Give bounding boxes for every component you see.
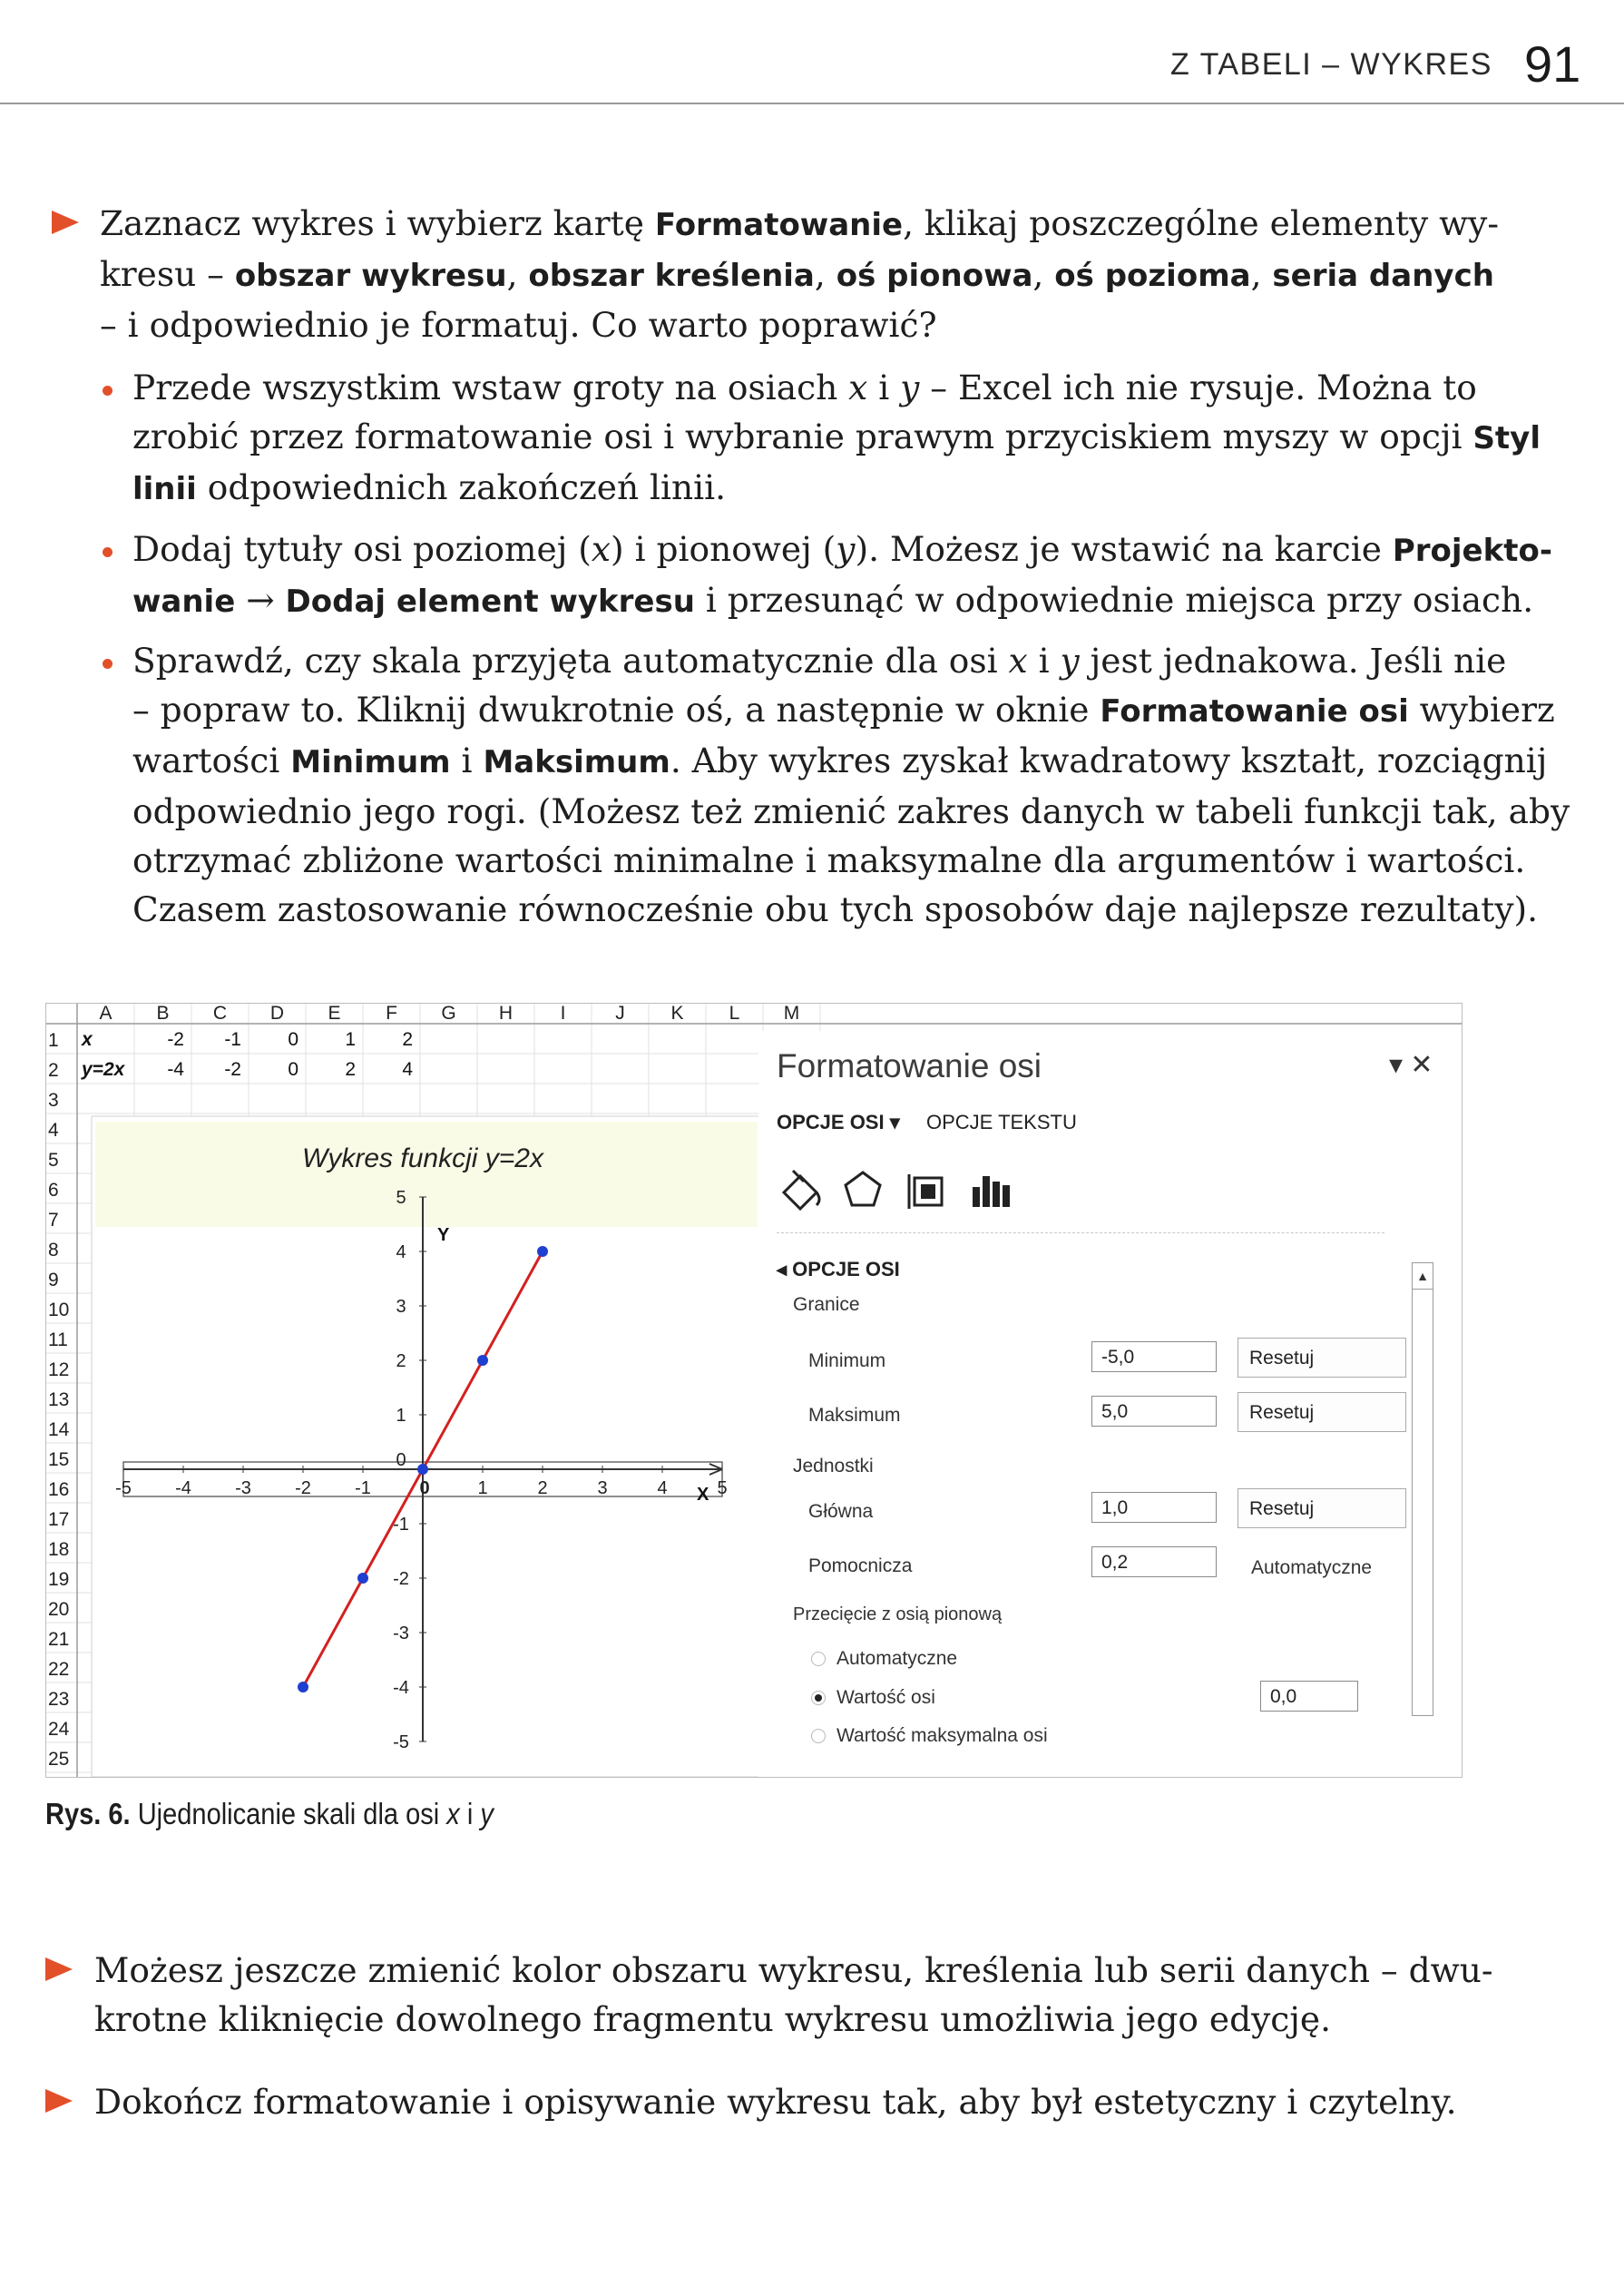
y-tick-label: -2 — [393, 1569, 409, 1589]
cell-value: 0 — [288, 1029, 298, 1050]
row-number: 19 — [48, 1569, 70, 1590]
column-header: J — [615, 1004, 625, 1024]
cell-label: x — [82, 1029, 93, 1050]
arrow-bullet-icon — [45, 1957, 73, 1981]
minor-auto-label: Automatyczne — [1251, 1557, 1373, 1578]
radio-auto-label: Automatyczne — [836, 1648, 958, 1669]
data-point — [417, 1464, 428, 1475]
data-point — [477, 1355, 488, 1366]
bullet-scale: Sprawdź, czy skala przyjęta automatycznie dla osi x i y jest jednakowa. Jeśli nie – popraw to. Kliknij dwukrotnie oś, a następnie w oknie Formatowanie osi wybierz wartości Minimum i Maksimum. Aby wykres zyskał kwadratowy kształt, rozciągnij odpowiednio jego rogi. (Możesz też zmienić zakres danych w tabeli funkcji tak, aby otrzymać zbliżone wartości minimalne i maksymalne dla argumentów i wartości. Czasem zastosowanie równocześnie obu tych sposobów daje najlepsze rezultaty). — [132, 641, 1570, 929]
column-header: M — [783, 1004, 800, 1024]
running-head: Z TABELI – WYKRES — [1170, 47, 1492, 82]
cell-value: -4 — [167, 1059, 184, 1080]
section-axis-options[interactable]: ◂ OPCJE OSI — [777, 1258, 900, 1280]
row-number: 13 — [48, 1389, 70, 1410]
row-number: 15 — [48, 1449, 70, 1470]
bullet-dot-icon — [103, 386, 113, 396]
bullet-dot-icon — [103, 547, 113, 557]
maximum-reset-button[interactable]: Resetuj — [1238, 1392, 1406, 1432]
bullet-axis-titles: Dodaj tytuły osi poziomej (x) i pionowej (y). Możesz je wstawić na karcie Projekto- wanie → Dodaj element wykresu i przesunąć w odpowiednie miejsca przy osiach. — [132, 529, 1552, 620]
y-tick-label: 5 — [396, 1188, 406, 1208]
chart-title: Wykres funkcji y=2x — [302, 1143, 543, 1173]
title-band — [95, 1122, 758, 1227]
radio-max-value-label: Wartość maksymalna osi — [836, 1725, 1048, 1746]
row-number: 23 — [48, 1689, 70, 1710]
row-number: 20 — [48, 1599, 70, 1620]
column-header: D — [269, 1004, 285, 1024]
column-header: L — [729, 1004, 740, 1024]
arrow-bullet-icon — [45, 2089, 73, 2113]
intro-paragraph: Zaznacz wykres i wybierz kartę Formatowanie, klikaj poszczególne elementy wy- kresu – obszar wykresu, obszar kreślenia, oś pionowa, oś pozioma, seria danych – i odpowiednio je formatuj. Co warto poprawić? — [100, 203, 1500, 345]
y-tick-label: 3 — [396, 1297, 406, 1317]
cell-value: 4 — [402, 1059, 413, 1080]
minimum-reset-button[interactable]: Resetuj — [1238, 1338, 1406, 1378]
x-tick-label: -5 — [115, 1478, 132, 1498]
cell-value: 2 — [345, 1059, 356, 1080]
x-tick-label: -4 — [175, 1478, 191, 1498]
cell-value: -1 — [224, 1029, 241, 1050]
scroll-up-icon[interactable]: ▲ — [1413, 1263, 1433, 1290]
row-number: 18 — [48, 1539, 70, 1560]
row-number: 22 — [48, 1659, 70, 1680]
row-number: 4 — [48, 1120, 59, 1141]
bar-chart-icon[interactable] — [967, 1167, 1013, 1222]
data-point — [357, 1573, 368, 1584]
major-reset-button[interactable]: Resetuj — [1238, 1488, 1406, 1528]
pane-scrollbar[interactable] — [1412, 1262, 1433, 1716]
minimum-input[interactable]: -5,0 — [1091, 1341, 1217, 1372]
bounds-label: Granice — [793, 1294, 860, 1315]
finish-paragraph: Dokończ formatowanie i opisywanie wykresu tak, aby był estetyczny i czytelny. — [94, 2082, 1457, 2122]
figure-caption: Rys. 6. Ujednolicanie skali dla osi x i y — [45, 1797, 494, 1830]
bullet-dot-icon — [103, 659, 113, 669]
row-number: 16 — [48, 1479, 70, 1500]
minimum-label: Minimum — [808, 1350, 886, 1371]
page-number: 91 — [1524, 35, 1581, 93]
row-number: 14 — [48, 1419, 70, 1440]
x-tick-label: -1 — [355, 1478, 371, 1498]
row-number: 21 — [48, 1629, 70, 1650]
x-tick-label: 5 — [717, 1478, 728, 1498]
column-header: G — [441, 1004, 456, 1024]
size-properties-icon[interactable] — [904, 1167, 949, 1222]
x-tick-label: -2 — [295, 1478, 311, 1498]
y-axis-label: Y — [437, 1225, 450, 1245]
x-tick-label: 1 — [477, 1478, 488, 1498]
row-number: 9 — [48, 1270, 59, 1290]
row-number: 7 — [48, 1210, 59, 1231]
y-tick-label: 2 — [396, 1351, 406, 1371]
paint-bucket-icon[interactable] — [777, 1167, 827, 1222]
row-number: 10 — [48, 1300, 70, 1320]
maximum-label: Maksimum — [808, 1405, 901, 1426]
cell-value: -2 — [224, 1059, 241, 1080]
cell-value: -2 — [167, 1029, 184, 1050]
row-number: 24 — [48, 1719, 70, 1740]
row-number: 1 — [48, 1030, 59, 1051]
color-paragraph: Możesz jeszcze zmienić kolor obszaru wykresu, kreślenia lub serii danych – dwu- krotne kliknięcie dowolnego fragmentu wykresu umożliwia jego edycję. — [94, 1950, 1493, 2039]
column-header: H — [498, 1004, 514, 1024]
units-label: Jednostki — [793, 1456, 874, 1476]
row-number: 5 — [48, 1150, 59, 1171]
radio-axis-value-label: Wartość osi — [836, 1687, 935, 1708]
data-point — [298, 1682, 308, 1692]
column-header: E — [328, 1004, 341, 1024]
y-tick-label: 0 — [396, 1450, 406, 1470]
y-tick-label: -5 — [393, 1732, 409, 1752]
tab-axis-options[interactable]: OPCJE OSI ▾ — [777, 1111, 900, 1133]
pane-title: Formatowanie osi — [777, 1047, 1042, 1084]
row-number: 12 — [48, 1359, 70, 1380]
cell-value: 0 — [288, 1059, 298, 1080]
row-number: 8 — [48, 1240, 59, 1261]
cell-value: 1 — [345, 1029, 356, 1050]
major-label: Główna — [808, 1501, 874, 1522]
radio-axis-value[interactable] — [811, 1691, 826, 1705]
crosses-value-input[interactable]: 0,0 — [1260, 1681, 1358, 1712]
y-tick-label: 1 — [396, 1406, 406, 1426]
y-tick-label: -3 — [393, 1624, 409, 1643]
radio-auto[interactable] — [811, 1652, 826, 1666]
column-header: C — [212, 1004, 228, 1024]
major-unit-input[interactable]: 1,0 — [1091, 1492, 1217, 1523]
x-tick-label: 2 — [537, 1478, 548, 1498]
crosses-label: Przecięcie z osią pionową — [793, 1604, 1003, 1624]
row-number: 3 — [48, 1090, 59, 1111]
y-tick-label: -1 — [393, 1515, 409, 1535]
column-header: I — [560, 1004, 566, 1024]
column-header: A — [99, 1004, 113, 1024]
minor-label: Pomocnicza — [808, 1555, 913, 1576]
x-tick-label: 4 — [657, 1478, 668, 1498]
excel-screenshot — [45, 1003, 1463, 1778]
tab-text-options[interactable]: OPCJE TEKSTU — [926, 1111, 1077, 1133]
row-number: 11 — [48, 1329, 68, 1350]
minor-unit-input[interactable]: 0,2 — [1091, 1546, 1217, 1577]
row-number: 17 — [48, 1509, 70, 1530]
close-icon[interactable]: ▾ ✕ — [1389, 1050, 1433, 1080]
separator — [777, 1232, 1384, 1233]
maximum-input[interactable]: 5,0 — [1091, 1396, 1217, 1427]
format-axis-pane — [758, 1031, 1462, 1777]
x-tick-label: 0 — [419, 1478, 430, 1498]
arrow-bullet-icon — [52, 211, 79, 234]
x-tick-label: 3 — [597, 1478, 608, 1498]
data-point — [537, 1246, 548, 1257]
column-header: F — [386, 1004, 397, 1024]
column-header: K — [670, 1004, 684, 1024]
row-number: 6 — [48, 1180, 59, 1201]
x-tick-label: -3 — [235, 1478, 251, 1498]
header-rule — [0, 103, 1624, 104]
row-number: 2 — [48, 1060, 59, 1081]
bullet-arrowheads: Przede wszystkim wstaw groty na osiach x i y – Excel ich nie rysuje. Można to zrobić przez formatowanie osi i wybranie prawym przyciskiem myszy w opcji Styl linii odpowiednich zakończeń linii. — [132, 368, 1541, 507]
x-axis-label: X — [697, 1485, 709, 1505]
y-tick-label: 4 — [396, 1242, 406, 1262]
pentagon-icon[interactable] — [840, 1167, 885, 1222]
cell-label: y=2x — [82, 1059, 125, 1080]
y-tick-label: -4 — [393, 1678, 409, 1698]
cell-value: 2 — [402, 1029, 413, 1050]
radio-max-value[interactable] — [811, 1729, 826, 1743]
column-header: B — [156, 1004, 170, 1024]
row-number: 25 — [48, 1749, 70, 1770]
